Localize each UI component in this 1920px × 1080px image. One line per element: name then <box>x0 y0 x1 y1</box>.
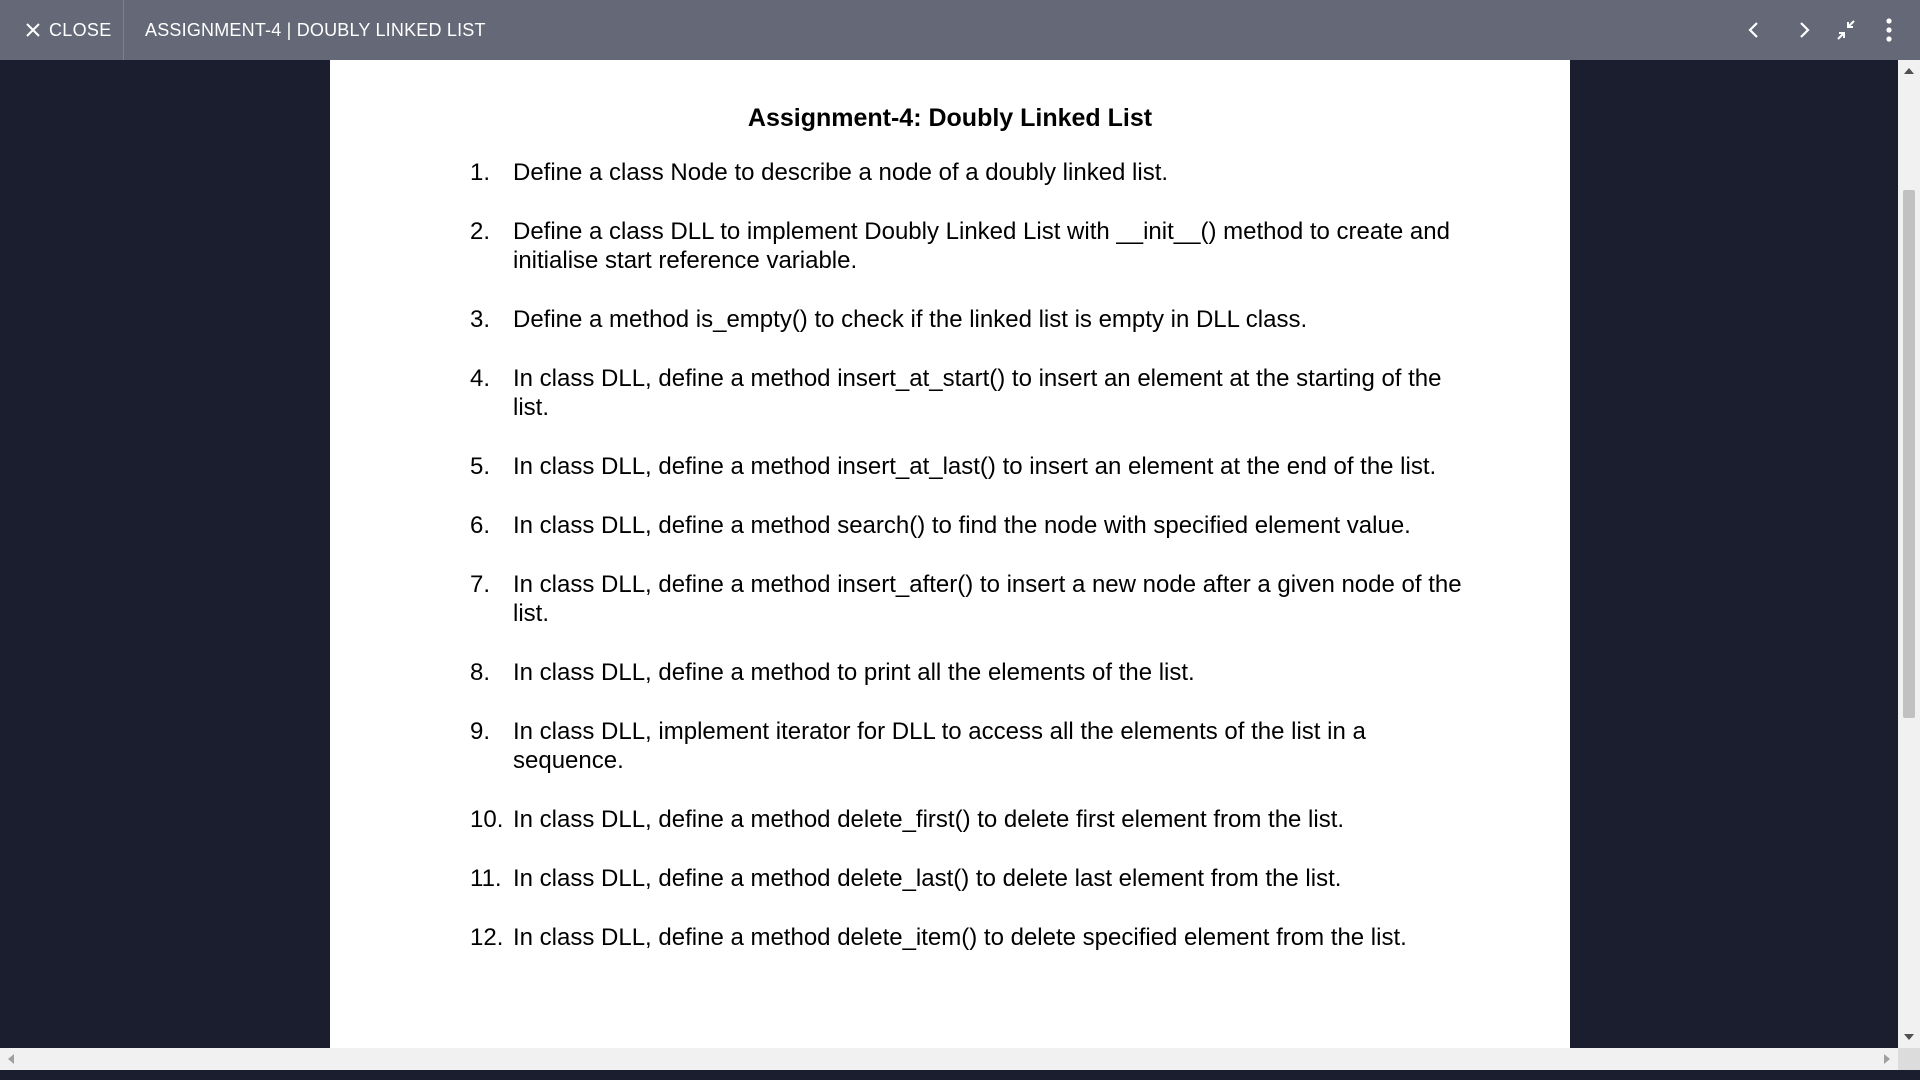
item-number: 7. <box>470 571 491 598</box>
item-number: 10. <box>470 806 504 833</box>
more-vertical-icon <box>1873 14 1905 46</box>
document-page <box>330 60 1570 1050</box>
list-item <box>470 864 1470 893</box>
item-number: 4. <box>470 365 491 392</box>
scrollbar-corner <box>1898 1048 1920 1070</box>
list-item <box>470 658 1470 687</box>
list-item <box>470 511 1470 540</box>
vertical-scroll-thumb[interactable] <box>1903 190 1915 718</box>
item-text: In class DLL, define a method delete_first() to delete first element from the list. <box>513 806 1345 833</box>
document-viewer[interactable] <box>0 60 1920 1070</box>
item-text: In class DLL, define a method delete_item() to delete specified element from the list. <box>513 924 1407 951</box>
scroll-left-arrow-icon[interactable] <box>8 1054 14 1064</box>
scroll-down-arrow-icon[interactable] <box>1904 1034 1914 1040</box>
next-page-button[interactable] <box>1788 14 1820 46</box>
close-label: CLOSE <box>49 20 112 40</box>
chevron-right-icon <box>1788 14 1820 46</box>
item-text: In class DLL, define a method to print all the elements of the list. <box>513 659 1195 686</box>
horizontal-scrollbar[interactable] <box>0 1048 1898 1070</box>
list-item <box>470 158 1470 187</box>
item-number: 3. <box>470 306 491 333</box>
viewer-toolbar <box>0 0 1920 60</box>
item-number: 2. <box>470 218 491 245</box>
more-options-button[interactable] <box>1873 14 1905 46</box>
list-item <box>470 217 1470 275</box>
close-button[interactable] <box>0 0 124 60</box>
scroll-up-arrow-icon[interactable] <box>1904 68 1914 74</box>
item-number: 1. <box>470 159 491 186</box>
list-item <box>470 364 1470 422</box>
close-icon <box>24 21 42 39</box>
item-text: In class DLL, define a method insert_at_start() to insert an element at the starting of the list. <box>513 365 1442 421</box>
item-text: In class DLL, define a method insert_after() to insert a new node after a given node of the list. <box>513 571 1462 627</box>
item-text: Define a class Node to describe a node of a doubly linked list. <box>513 159 1169 186</box>
list-item <box>470 717 1470 775</box>
previous-page-button[interactable] <box>1738 14 1770 46</box>
page-title: Assignment-4: Doubly Linked List <box>747 104 1153 132</box>
exit-fullscreen-button[interactable] <box>1830 14 1862 46</box>
document-title: ASSIGNMENT-4 | DOUBLY LINKED LIST <box>145 20 486 40</box>
scroll-right-arrow-icon[interactable] <box>1884 1054 1890 1064</box>
list-item <box>470 923 1470 952</box>
item-number: 5. <box>470 453 491 480</box>
vertical-scrollbar[interactable] <box>1898 60 1920 1048</box>
list-item <box>470 305 1470 334</box>
chevron-left-icon <box>1738 14 1770 46</box>
item-text: In class DLL, define a method delete_last() to delete last element from the list. <box>513 865 1342 892</box>
list-item <box>470 452 1470 481</box>
item-number: 9. <box>470 718 491 745</box>
task-list <box>470 158 1470 982</box>
bottom-strip <box>0 1070 1920 1080</box>
item-number: 12. <box>470 924 504 951</box>
list-item <box>470 805 1470 834</box>
item-text: In class DLL, define a method search() to find the node with specified element value. <box>513 512 1411 539</box>
item-number: 8. <box>470 659 491 686</box>
item-text: In class DLL, define a method insert_at_last() to insert an element at the end of the list. <box>513 453 1437 480</box>
item-text: Define a method is_empty() to check if the linked list is empty in DLL class. <box>513 306 1308 333</box>
item-text: Define a class DLL to implement Doubly Linked List with __init__() method to create and initialise start reference variable. <box>513 218 1450 274</box>
item-number: 6. <box>470 512 491 539</box>
exit-fullscreen-icon <box>1830 14 1862 46</box>
list-item <box>470 570 1470 628</box>
item-text: In class DLL, implement iterator for DLL to access all the elements of the list in a sequence. <box>513 718 1366 774</box>
item-number: 11. <box>470 865 502 892</box>
